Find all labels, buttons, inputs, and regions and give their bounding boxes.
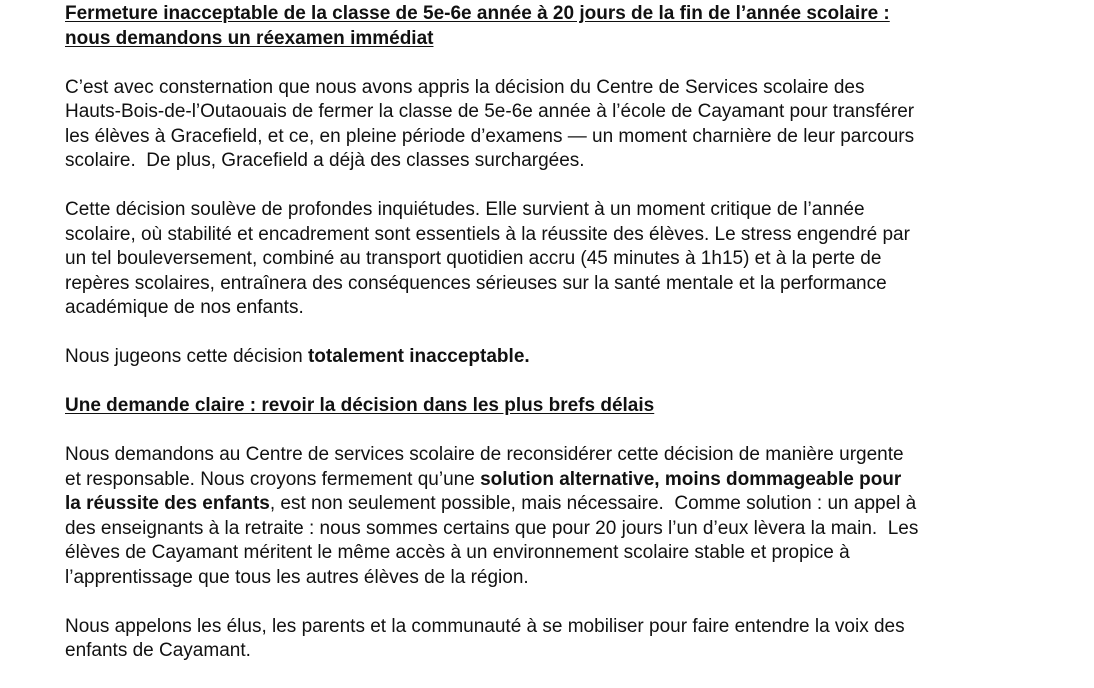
main-heading (65, 2, 1085, 51)
paragraph-4-line-4: des enseignants à la retraite : nous sommes certains que pour 20 jours l’un d’eux lèvera la main. Les (65, 517, 919, 539)
paragraph-3 (65, 345, 1085, 370)
paragraph-4-bold-2: la réussite des enfants (65, 493, 270, 514)
paragraph-2-line-4: repères scolaires, entraînera des conséquences sérieuses sur la santé mentale et la performance (65, 272, 887, 294)
paragraph-4-line-6: l’apprentissage que tous les autres élèves de la région. (65, 566, 529, 588)
paragraph-3-text: Nous jugeons cette décision (65, 346, 308, 367)
main-heading-line-2: nous demandons un réexamen immédiat (65, 27, 434, 49)
paragraph-2-line-1: Cette décision soulève de profondes inquiétudes. Elle survient à un moment critique de l’année (65, 199, 865, 220)
paragraph-5-line-1: Nous appelons les élus, les parents et la communauté à se mobiliser pour faire entendre la voix des (65, 615, 905, 637)
paragraph-4-line-5: élèves de Cayamant méritent le même accès à un environnement scolaire stable et propice à (65, 542, 850, 563)
paragraph-2-line-3: un tel bouleversement, combiné au transport quotidien accru (45 minutes à 1h15) et à la perte de (65, 248, 882, 269)
paragraph-1-line-1: C’est avec consternation que nous avons appris la décision du Centre de Services scolaire des (65, 76, 865, 98)
paragraph-1 (65, 76, 1085, 174)
paragraph-4-line-1: Nous demandons au Centre de services scolaire de reconsidérer cette décision de manière urgente (65, 444, 904, 465)
paragraph-1-line-4: scolaire. De plus, Gracefield a déjà des classes surchargées. (65, 150, 585, 171)
paragraph-3-bold-text: totalement inacceptable. (307, 346, 530, 367)
main-heading-line-1: Fermeture inacceptable de la classe de 5e-6e année à 20 jours de la fin de l’année scolaire : (65, 3, 890, 24)
section-heading: Une demande claire : revoir la décision dans les plus brefs délais (65, 395, 655, 416)
paragraph-4-bold-1: solution alternative, moins dommageable pour (480, 468, 902, 490)
paragraph-1-line-2: Hauts-Bois-de-l’Outaouais de fermer la classe de 5e-6e année à l’école de Cayamant pour transférer (65, 101, 915, 122)
paragraph-5 (65, 615, 1085, 664)
paragraph-5-line-2: enfants de Cayamant. (65, 640, 251, 661)
paragraph-2-line-2: scolaire, où stabilité et encadrement sont essentiels à la réussite des élèves. Le stress engendré par (65, 223, 910, 245)
paragraph-4-line-2a: et responsable. Nous croyons fermement qu’une (65, 468, 481, 490)
paragraph-2 (65, 198, 1085, 321)
paragraph-4 (65, 443, 1085, 590)
document-page (65, 2, 1085, 688)
paragraph-1-line-3: les élèves à Gracefield, et ce, en pleine période d’examens — un moment charnière de leur parcours (65, 125, 915, 147)
paragraph-4-line-3b: , est non seulement possible, mais nécessaire. Comme solution : un appel à (269, 493, 917, 514)
paragraph-2-line-5: académique de nos enfants. (65, 297, 304, 318)
